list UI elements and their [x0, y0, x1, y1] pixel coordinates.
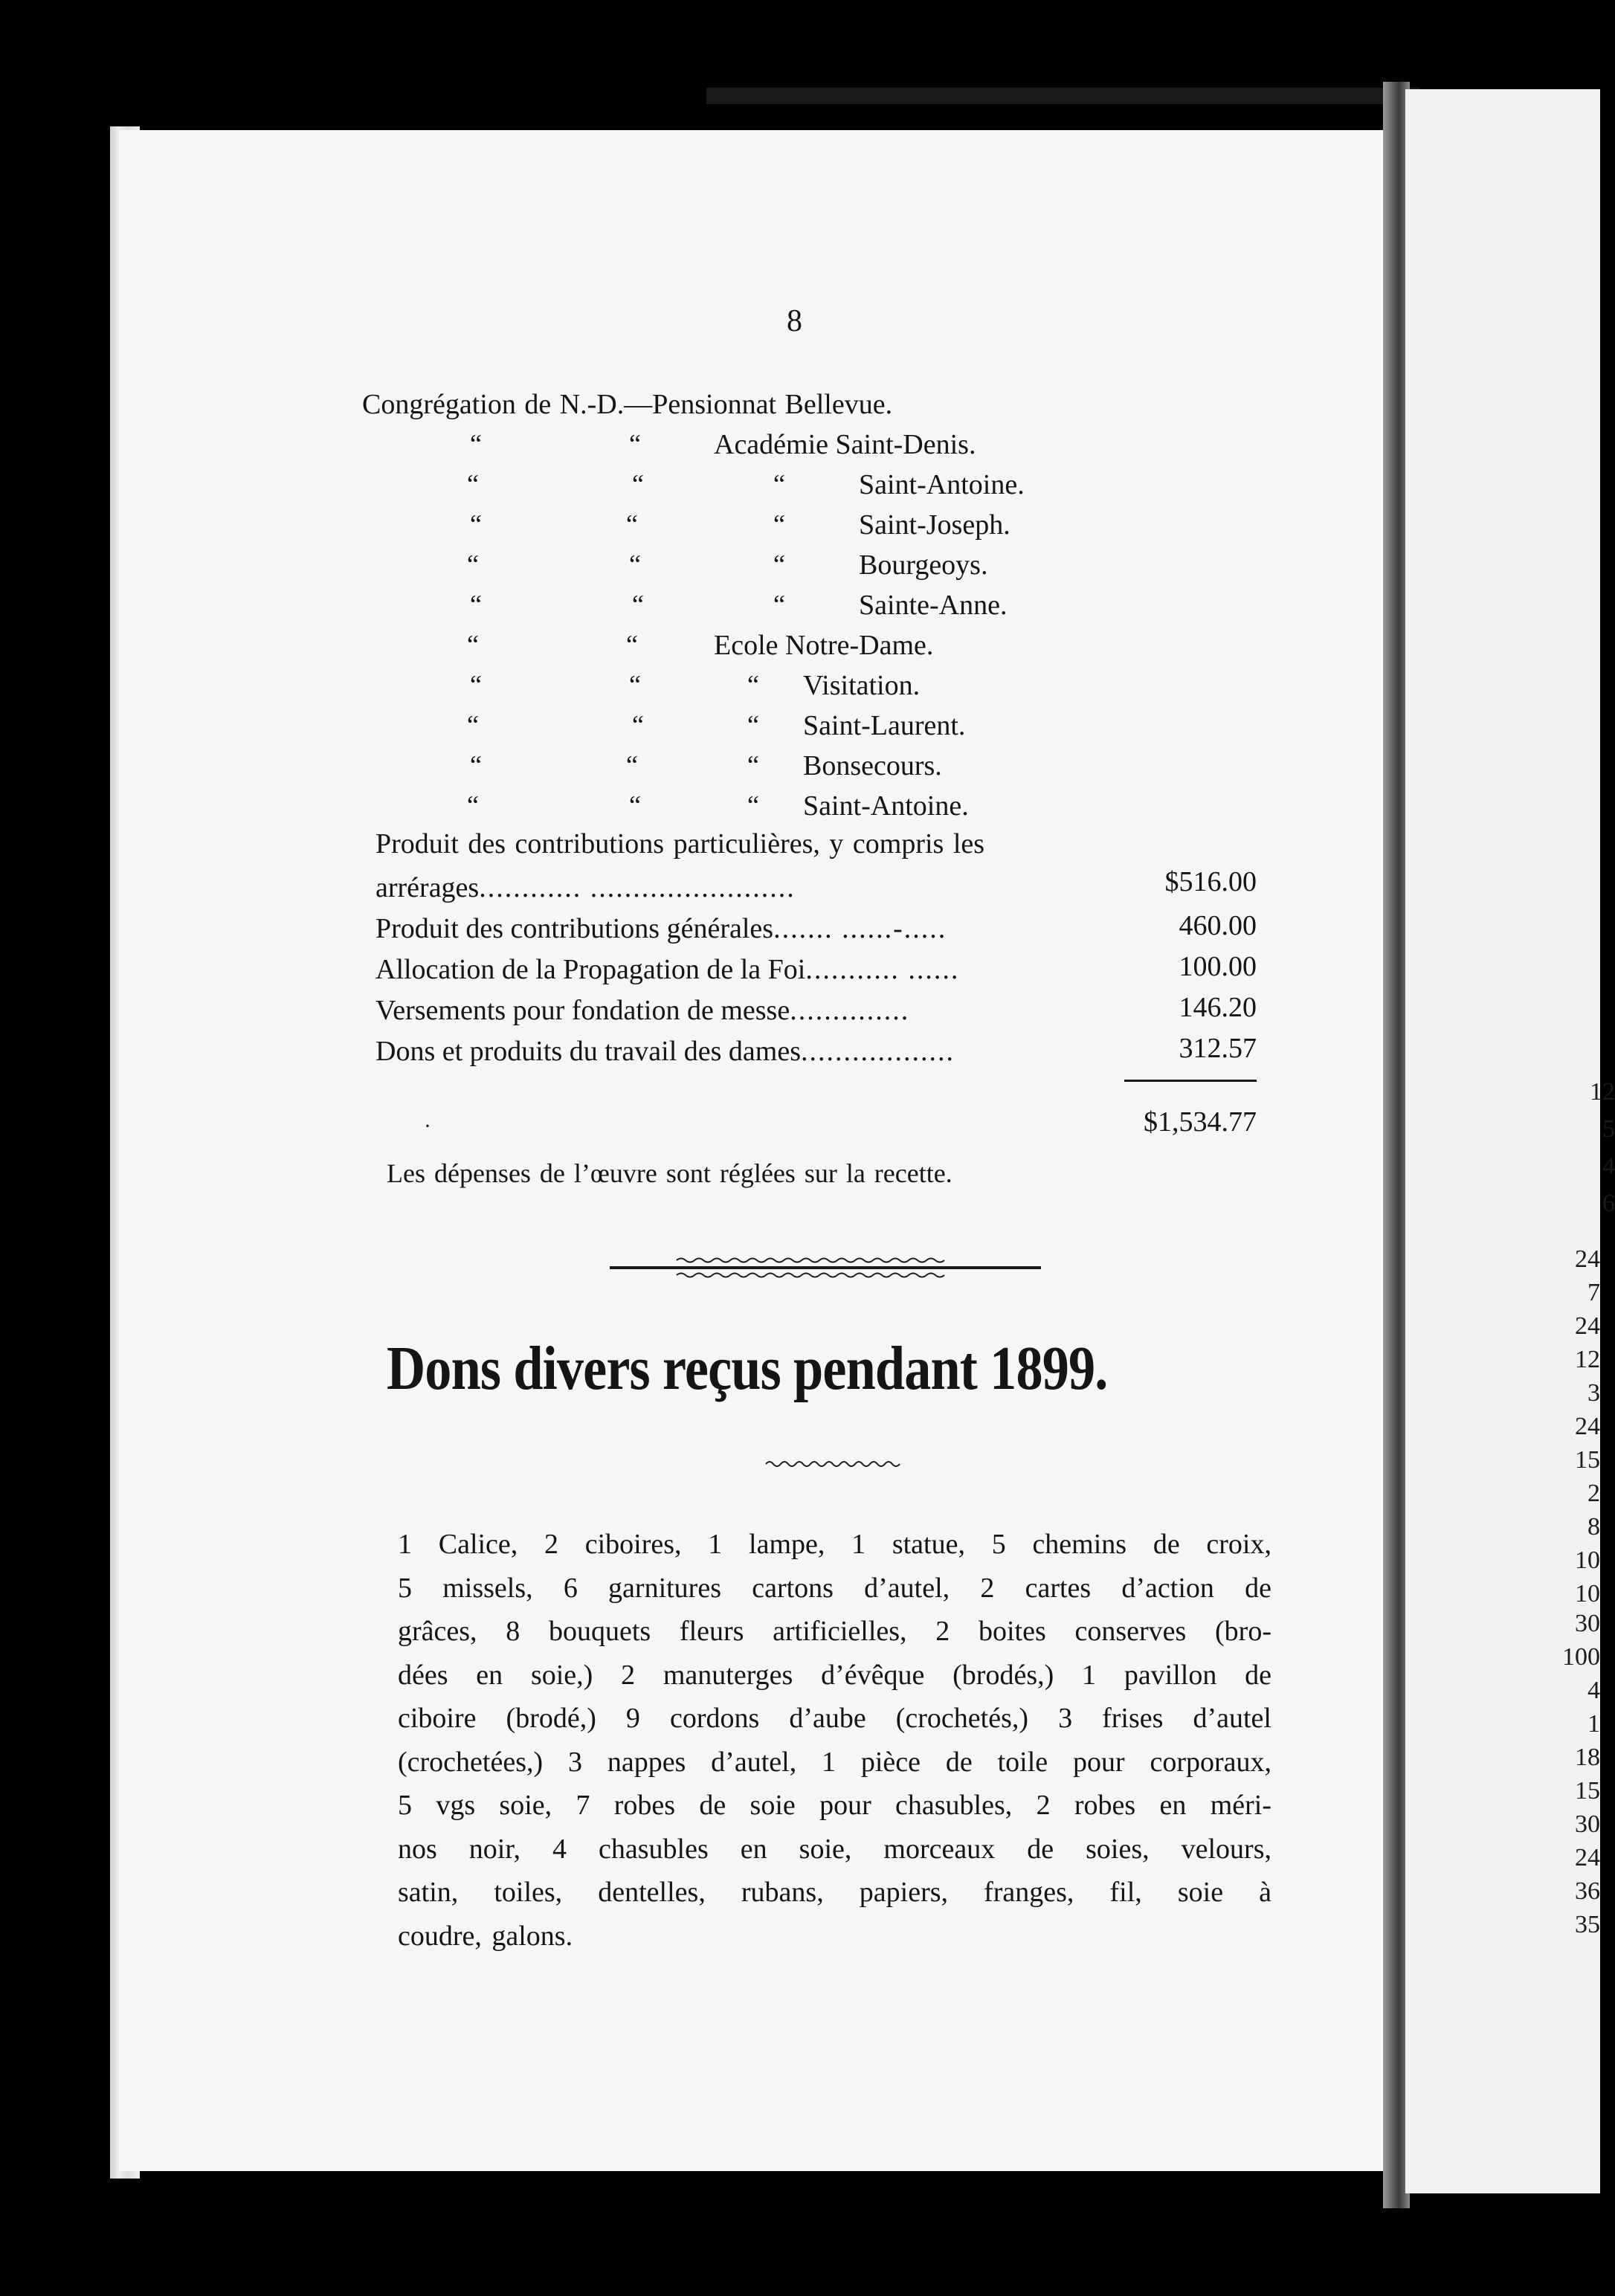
right-page-number: 24: [1575, 1245, 1600, 1273]
right-page-number: 24: [1575, 1413, 1600, 1440]
receipts-total: $1,534.77: [1144, 1106, 1257, 1138]
section-title: Dons divers reçus pendant 1899.: [387, 1334, 1108, 1403]
ditto-mark: “: [629, 790, 641, 820]
donations-line: 5 vgs soie, 7 robes de soie pour chasubles, 2 robes en méri-: [398, 1790, 1271, 1821]
ditto-mark: “: [626, 750, 638, 780]
ditto-mark: “: [470, 750, 482, 780]
right-page-number: 6: [1602, 1190, 1615, 1217]
institution-name: Bonsecours.: [803, 750, 942, 781]
receipt-label: arrérages: [375, 872, 480, 903]
institution-name: Ecole Notre-Dame.: [714, 630, 934, 661]
ditto-mark: “: [632, 710, 644, 740]
donations-line: dées en soie,) 2 manuterges d’évêque (brodés,) 1 pavillon de: [398, 1659, 1271, 1691]
ditto-mark: “: [773, 469, 785, 499]
institution-name: Académie Saint-Denis.: [714, 429, 976, 460]
right-page-number: 100: [1562, 1643, 1600, 1671]
right-page-number: 36: [1575, 1877, 1600, 1905]
receipts-intro: Produit des contributions particulières, y compris les: [375, 828, 985, 860]
right-page-number: 24: [1575, 1844, 1600, 1871]
right-page-number: 10: [1575, 1580, 1600, 1607]
receipt-label: Allocation de la Propagation de la Foi: [375, 954, 806, 985]
ditto-mark: “: [773, 590, 785, 619]
right-page-number: 24: [1575, 1312, 1600, 1340]
receipt-label: Versements pour fondation de messe: [375, 995, 790, 1026]
right-page-number: 18: [1575, 1744, 1600, 1771]
donations-line: 1 Calice, 2 ciboires, 1 lampe, 1 statue, 5 chemins de croix,: [398, 1529, 1271, 1560]
ditto-mark: “: [467, 630, 479, 660]
right-page-number: 15: [1575, 1446, 1600, 1474]
receipt-row: [375, 915, 947, 943]
page-shadow: [706, 88, 1420, 104]
right-page-number: 5: [1602, 1115, 1615, 1143]
ditto-mark: “: [632, 590, 644, 619]
donations-line: satin, toiles, dentelles, rubans, papiers, franges, fil, soie à: [398, 1877, 1271, 1908]
institution-header: Congrégation de N.-D.—Pensionnat Bellevue.: [362, 389, 893, 420]
ditto-mark: “: [773, 549, 785, 579]
receipt-label: Dons et produits du travail des dames: [375, 1036, 802, 1067]
total-rule: [1124, 1080, 1257, 1082]
receipt-row: [375, 955, 959, 984]
receipt-amount: 146.20: [1179, 992, 1257, 1023]
ditto-mark: “: [626, 630, 638, 660]
page-number: 8: [787, 304, 802, 338]
ditto-mark: “: [467, 469, 479, 499]
ditto-mark: “: [470, 429, 482, 459]
leader-dots: ............ ........................: [479, 872, 796, 903]
donations-line: coudre, galons.: [398, 1920, 573, 1952]
right-page-number: 35: [1575, 1911, 1600, 1938]
receipt-amount: 100.00: [1179, 951, 1257, 982]
ditto-mark: “: [629, 670, 641, 700]
donations-line: (crochetées,) 3 nappes d’autel, 1 pièce de toile pour corporaux,: [398, 1746, 1271, 1778]
donations-line: nos noir, 4 chasubles en soie, morceaux de soies, velours,: [398, 1833, 1271, 1865]
right-page-number: 10: [1575, 1547, 1600, 1574]
donations-line: 5 missels, 6 garnitures cartons d’autel, 2 cartes d’action de: [398, 1572, 1271, 1604]
leader-dots: ....... ......-.....: [773, 913, 947, 944]
right-page-number: 8: [1587, 1513, 1600, 1541]
ditto-mark: “: [470, 590, 482, 619]
institution-name: Visitation.: [803, 670, 921, 701]
ditto-mark: “: [467, 790, 479, 820]
receipt-amount: 312.57: [1179, 1033, 1257, 1064]
institution-name: Saint-Laurent.: [803, 710, 966, 741]
receipt-row: [375, 996, 909, 1025]
right-page-number: 30: [1575, 1610, 1600, 1637]
institution-name: Saint-Joseph.: [859, 509, 1010, 541]
right-page-number: 1: [1587, 1710, 1600, 1738]
ditto-mark: “: [747, 670, 759, 700]
ditto-mark: “: [629, 549, 641, 579]
right-page-number: 12: [1575, 1346, 1600, 1373]
donations-line: ciboire (brodé,) 9 cordons d’aube (crochetés,) 3 frises d’autel: [398, 1703, 1271, 1734]
right-page-number: 30: [1575, 1810, 1600, 1838]
ditto-mark: “: [467, 710, 479, 740]
ditto-mark: “: [467, 549, 479, 579]
receipt-row: [375, 874, 796, 902]
ditto-mark: “: [470, 670, 482, 700]
institution-name: Bourgeoys.: [859, 549, 988, 581]
ditto-mark: “: [747, 790, 759, 820]
ditto-mark: “: [470, 509, 482, 539]
stray-mark: ·: [424, 1114, 431, 1138]
ditto-mark: “: [632, 469, 644, 499]
right-page-fragment: [1405, 89, 1615, 2193]
right-page-number: 7: [1587, 1279, 1600, 1306]
leader-dots: ..............: [790, 995, 910, 1026]
receipt-amount: 460.00: [1179, 910, 1257, 941]
leader-dots: ........... ......: [805, 954, 960, 985]
leader-dots: ..................: [801, 1036, 955, 1067]
ditto-mark: “: [747, 710, 759, 740]
institution-name: Saint-Antoine.: [859, 469, 1025, 500]
right-page-number: 2: [1587, 1480, 1600, 1507]
institution-name: Sainte-Anne.: [859, 590, 1008, 621]
receipt-amount: $516.00: [1164, 866, 1257, 897]
ditto-mark: “: [773, 509, 785, 539]
receipt-label: Produit des contributions générales: [375, 913, 774, 944]
expense-note: Les dépenses de l’œuvre sont réglées sur la recette.: [387, 1158, 952, 1188]
institution-name: Saint-Antoine.: [803, 790, 969, 822]
ditto-mark: “: [626, 509, 638, 539]
receipt-row: [375, 1037, 955, 1065]
ditto-mark: “: [747, 750, 759, 780]
right-page-number: 4: [1602, 1152, 1615, 1180]
right-page-number: 3: [1587, 1379, 1600, 1407]
ditto-mark: “: [629, 429, 641, 459]
donations-line: grâces, 8 bouquets fleurs artificielles, 2 boites conserves (bro-: [398, 1616, 1271, 1647]
right-page-number: 4: [1587, 1677, 1600, 1704]
right-page-number: 15: [1575, 1777, 1600, 1805]
right-page-number: 12: [1590, 1078, 1615, 1106]
